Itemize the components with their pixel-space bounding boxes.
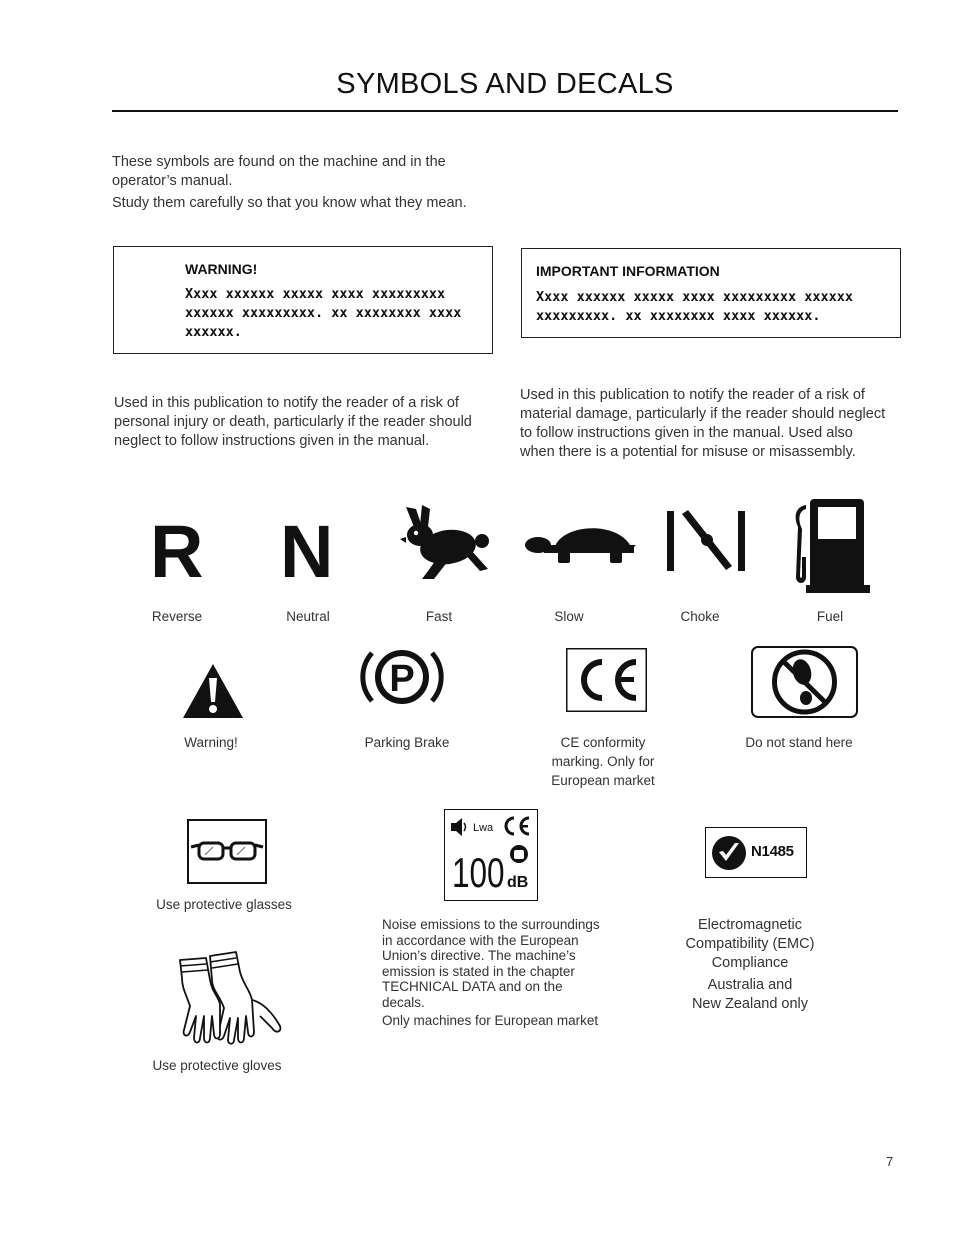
ear-protection-icon — [509, 844, 529, 864]
emc-line-2: Compatibility (EMC) — [685, 936, 815, 952]
neutral-letter-icon: N — [280, 510, 334, 593]
ce-label-line-3: European market — [551, 773, 655, 788]
emc-line-1: Electromagnetic — [698, 917, 802, 933]
ce-mark-icon — [566, 648, 647, 712]
noise-value: 100 — [452, 849, 505, 896]
intro-text — [112, 153, 492, 216]
speaker-icon — [450, 816, 470, 838]
page-number: 7 — [886, 1154, 894, 1169]
noise-note: Only machines for European market — [382, 1013, 599, 1028]
emc-line-5: New Zealand only — [691, 996, 809, 1012]
warning-description: Used in this publication to notify the reader of a risk of personal injury or death, particularly if the reader should neglect to follow instructions given in the manual. — [114, 395, 472, 449]
emc-line-4: Australia and — [707, 977, 793, 993]
rcm-check-icon — [711, 835, 747, 871]
warning-triangle-icon — [181, 662, 245, 720]
emc-code: N1485 — [751, 843, 794, 860]
lwa-label: Lwa — [473, 822, 494, 834]
noise-desc-line-5: TECHNICAL DATA and on the — [382, 979, 563, 994]
warning-label: Warning! — [184, 735, 238, 750]
info-description: Used in this publication to notify the reader of a risk of material damage, particularly if the reader should neglect to follow instructions given in the manual. Used also when there is a potential for misuse or misassembly. — [520, 387, 886, 460]
warning-box-body: Xxxx xxxxxx xxxxx xxxx xxxxxxxxx xxxxxx xxxxxxxxx. xx xxxxxxxx xxxx xxxxxx. — [185, 286, 462, 340]
ce-label-line-1: CE conformity — [560, 735, 646, 750]
reverse-label: Reverse — [151, 609, 203, 624]
noise-desc-line-3: Union’s directive. The machine’s — [382, 948, 576, 963]
glasses-label: Use protective glasses — [156, 897, 292, 912]
intro-line-1: These symbols are found on the machine and in the operator’s manual. — [112, 154, 446, 189]
fuel-pump-icon — [792, 497, 872, 595]
choke-icon — [664, 508, 750, 574]
parking-brake-icon — [358, 645, 446, 709]
svg-text:P: P — [389, 658, 415, 700]
emc-line-3: Compliance — [711, 955, 789, 971]
parking-brake-label: Parking Brake — [364, 735, 450, 750]
turtle-icon — [524, 515, 636, 571]
neutral-label: Neutral — [286, 609, 330, 624]
noise-unit: dB — [507, 874, 529, 891]
ce-label-line-2: marking. Only for — [551, 754, 655, 769]
slow-label: Slow — [554, 609, 584, 624]
important-info-box — [521, 248, 901, 338]
no-stand-icon — [751, 646, 858, 718]
ce-small-icon — [501, 815, 531, 837]
warning-box-heading: WARNING! — [185, 261, 258, 277]
noise-decal-icon — [444, 809, 538, 901]
reverse-letter-icon: R — [150, 510, 204, 593]
noise-desc-line-2: in accordance with the European — [382, 932, 579, 948]
intro-line-2: Study them carefully so that you know what they mean. — [112, 195, 467, 211]
rcm-mark-icon — [705, 827, 807, 878]
fast-label: Fast — [425, 609, 453, 624]
info-box-body: Xxxx xxxxxx xxxxx xxxx xxxxxxxxx xxxxxx xxxxxxxxx. xx xxxxxxxx xxxx xxxxxx. — [536, 289, 853, 324]
rabbit-icon — [398, 505, 492, 583]
protective-glasses-icon — [187, 819, 267, 884]
noise-desc-line-1: Noise emissions to the surroundings — [382, 917, 600, 932]
no-stand-label: Do not stand here — [745, 735, 853, 750]
emc-description — [660, 916, 840, 1014]
page-title: SYMBOLS AND DECALS — [336, 68, 674, 100]
noise-description — [382, 917, 622, 1029]
gloves-label: Use protective gloves — [152, 1058, 282, 1073]
ce-label — [538, 733, 668, 790]
noise-desc-line-6: decals. — [382, 994, 425, 1010]
protective-gloves-icon — [176, 946, 286, 1046]
noise-desc-line-4: emission is stated in the chapter — [382, 963, 575, 979]
fuel-label: Fuel — [816, 609, 844, 624]
choke-label: Choke — [680, 609, 720, 624]
title-divider — [112, 110, 898, 112]
info-box-heading: IMPORTANT INFORMATION — [536, 263, 720, 279]
warning-box — [113, 246, 493, 354]
